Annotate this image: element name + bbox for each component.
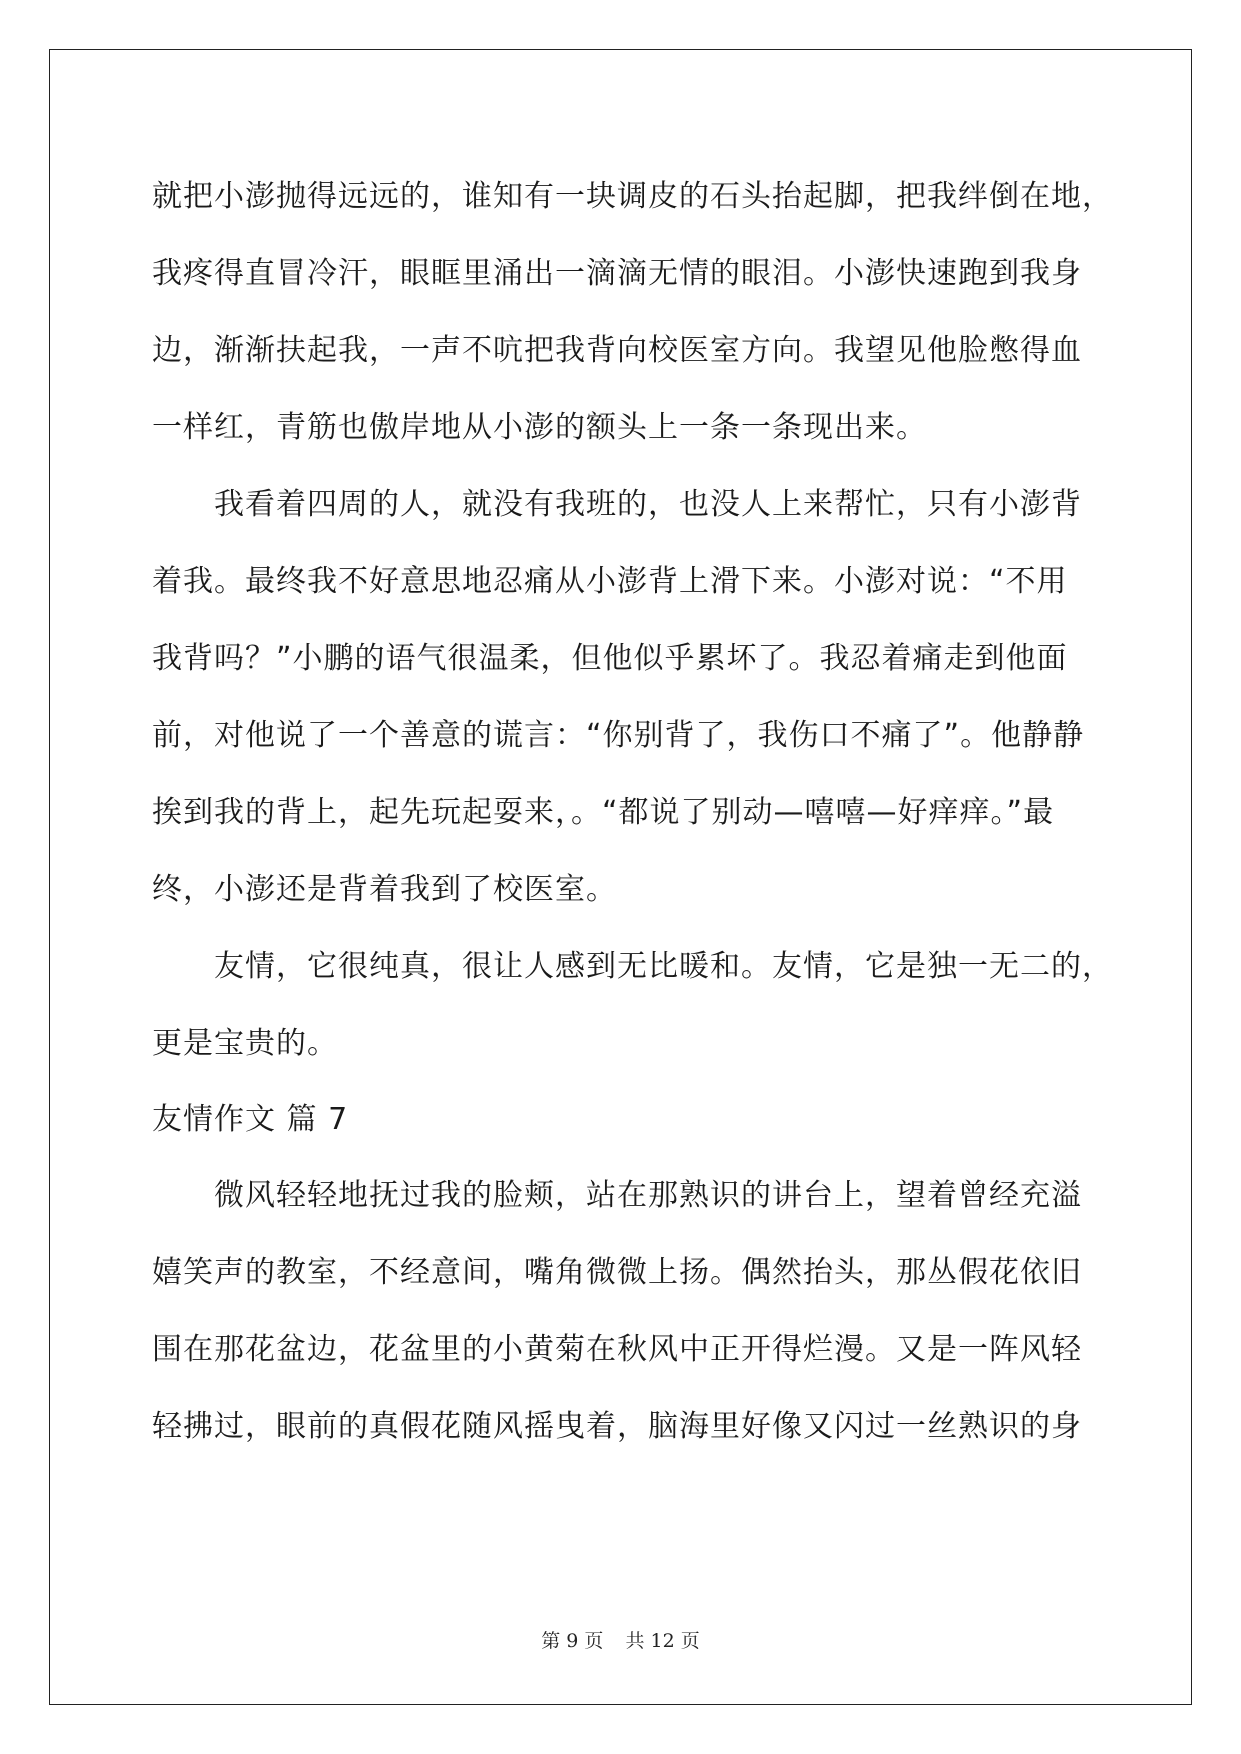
text-line: 更是宝贵的。 (152, 1026, 338, 1061)
page-footer (0, 1626, 1241, 1653)
text-line: 围在那花盆边，花盆里的小黄菊在秋风中正开得烂漫。又是一阵风轻 (152, 1332, 1082, 1367)
section-heading: 友情作文 篇 7 (152, 1102, 349, 1137)
text-line: 友情，它很纯真，很让人感到无比暖和。友情，它是独一无二的， (214, 949, 1113, 984)
text-line: 嬉笑声的教室，不经意间，嘴角微微上扬。偶然抬头，那丛假花依旧 (152, 1255, 1082, 1290)
text-line: 前，对他说了一个善意的谎言：“你别背了，我伤口不痛了”。他静静 (152, 718, 1085, 753)
text-line: 着我。最终我不好意思地忍痛从小澎背上滑下来。小澎对说：“不用 (152, 564, 1068, 599)
text-line: 终，小澎还是背着我到了校医室。 (152, 872, 617, 907)
text-line: 我看着四周的人，就没有我班的，也没人上来帮忙，只有小澎背 (214, 487, 1082, 522)
document-body (152, 158, 1113, 1465)
text-line: 我背吗？”小鹏的语气很温柔，但他似乎累坏了。我忍着痛走到他面 (152, 641, 1068, 676)
paragraph-4 (152, 1157, 1092, 1465)
paragraph-1 (152, 158, 1113, 466)
text-line: 挨到我的背上，起先玩起耍来，。“都说了别动—嘻嘻—好痒痒。”最 (152, 795, 1055, 830)
page-total: 共 12 页 (625, 1630, 700, 1652)
text-line: 微风轻轻地抚过我的脸颊，站在那熟识的讲台上，望着曾经充溢 (214, 1178, 1082, 1213)
text-line: 边，渐渐扶起我，一声不吭把我背向校医室方向。我望见他脸憋得血 (152, 333, 1082, 368)
text-line: 我疼得直冒冷汗，眼眶里涌出一滴滴无情的眼泪。小澎快速跑到我身 (152, 256, 1082, 291)
paragraph-2 (152, 466, 1092, 928)
page-number: 第 9 页 (541, 1630, 604, 1652)
text-line: 就把小澎抛得远远的，谁知有一块调皮的石头抬起脚，把我绊倒在地， (152, 179, 1113, 214)
text-line: 一样红，青筋也傲岸地从小澎的额头上一条一条现出来。 (152, 410, 927, 445)
text-line: 轻拂过，眼前的真假花随风摇曳着，脑海里好像又闪过一丝熟识的身 (152, 1409, 1082, 1444)
paragraph-3 (152, 928, 1113, 1082)
